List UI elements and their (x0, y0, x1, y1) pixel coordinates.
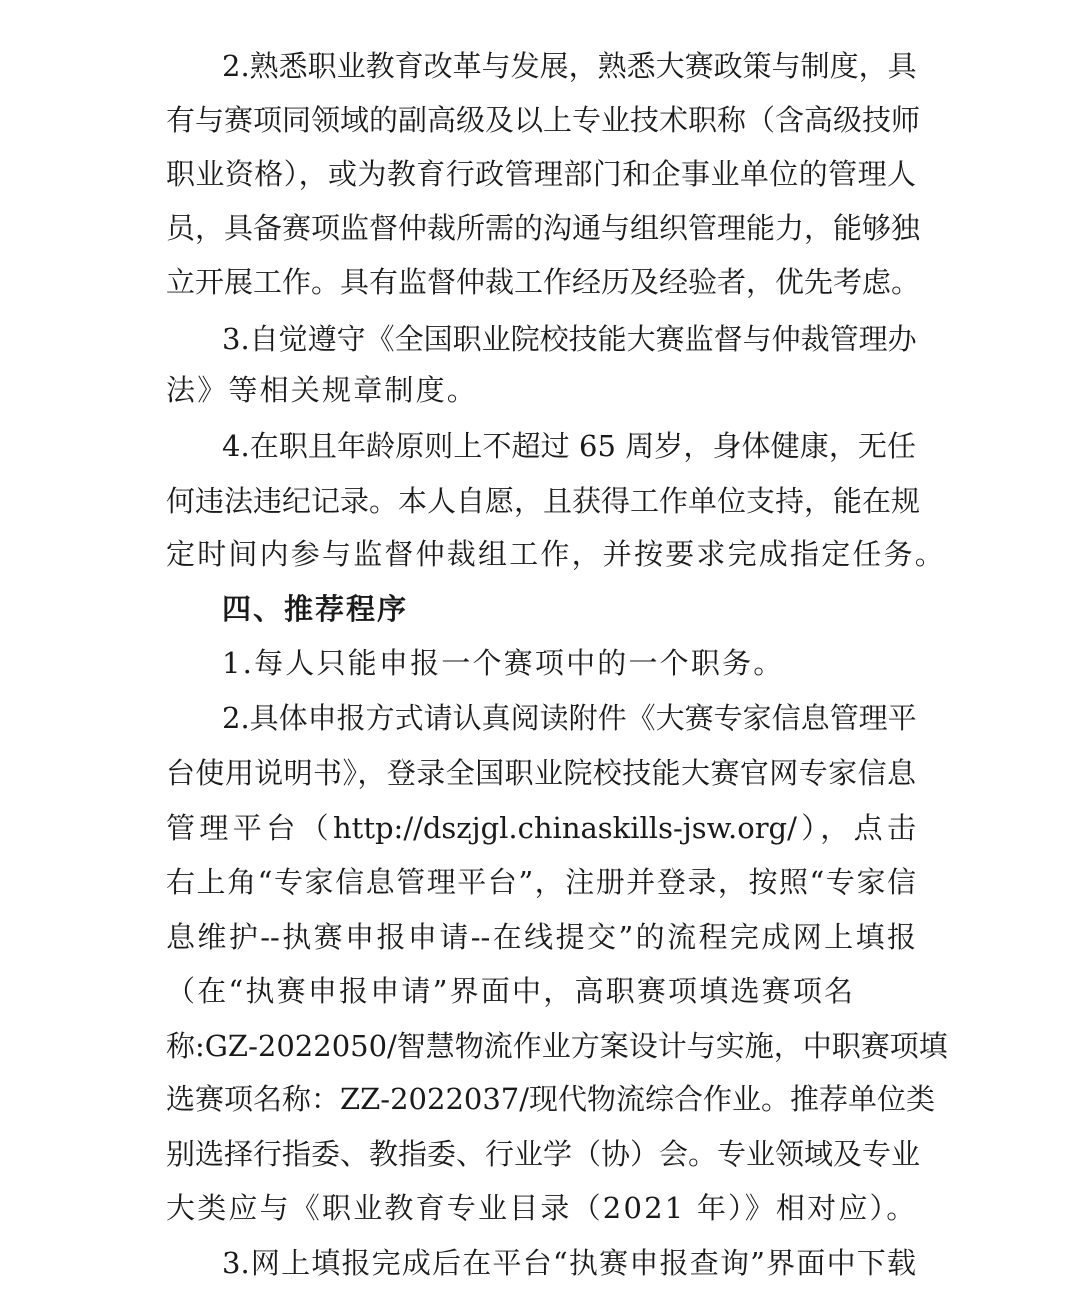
paragraph-line: 2.熟悉职业教育改革与发展，熟悉大赛政策与制度，具 (222, 49, 917, 83)
paragraph-line: 法》等相关规章制度。 (166, 373, 479, 407)
paragraph-line: 别选择行指委、教指委、行业学（协）会。专业领域及专业 (166, 1137, 921, 1171)
paragraph-line: 职业资格），或为教育行政管理部门和企事业单位的管理人 (166, 157, 916, 191)
paragraph-line: 定时间内参与监督仲裁组工作，并按要求完成指定任务。 (166, 537, 947, 571)
paragraph-line: 称:GZ-2022050/智慧物流作业方案设计与实施，中职赛项填 (166, 1029, 948, 1063)
paragraph-line: 2.具体申报方式请认真阅读附件《大赛专家信息管理平 (222, 701, 917, 735)
paragraph-line: 管理平台（http://dszjgl.chinaskills-jsw.org/），点击 (166, 811, 916, 845)
paragraph-line: 4.在职且年龄原则上不超过 65 周岁，身体健康，无任 (222, 429, 916, 463)
paragraph-line: 立开展工作。具有监督仲裁工作经历及经验者，优先考虑。 (166, 265, 921, 299)
paragraph-line: 员，具备赛项监督仲裁所需的沟通与组织管理能力，能够独 (166, 211, 921, 245)
paragraph-line: 有与赛项同领域的副高级及以上专业技术职称（含高级技师 (166, 103, 921, 137)
paragraph-line: 台使用说明书》，登录全国职业院校技能大赛官网专家信息 (166, 756, 916, 790)
paragraph-line: 息维护--执赛申报申请--在线提交”的流程完成网上填报 (166, 920, 916, 954)
paragraph-line: 选赛项名称：ZZ-2022037/现代物流综合作业。推荐单位类 (166, 1082, 936, 1116)
paragraph-line: 何违法违纪记录。本人自愿，且获得工作单位支持，能在规 (166, 484, 921, 518)
paragraph-line: （在“执赛申报申请”界面中，高职赛项填选赛项名 (166, 974, 856, 1008)
section-heading: 四、推荐程序 (222, 592, 409, 626)
paragraph-line: 右上角“专家信息管理平台”，注册并登录，按照“专家信 (166, 865, 916, 899)
paragraph-line: 3.网上填报完成后在平台“执赛申报查询”界面中下载 (222, 1246, 916, 1280)
paragraph-line: 1.每人只能申报一个赛项中的一个职务。 (222, 646, 785, 680)
paragraph-line: 3.自觉遵守《全国职业院校技能大赛监督与仲裁管理办 (222, 322, 917, 356)
paragraph-line: 大类应与《职业教育专业目录（2021 年）》相对应）。 (166, 1191, 918, 1225)
